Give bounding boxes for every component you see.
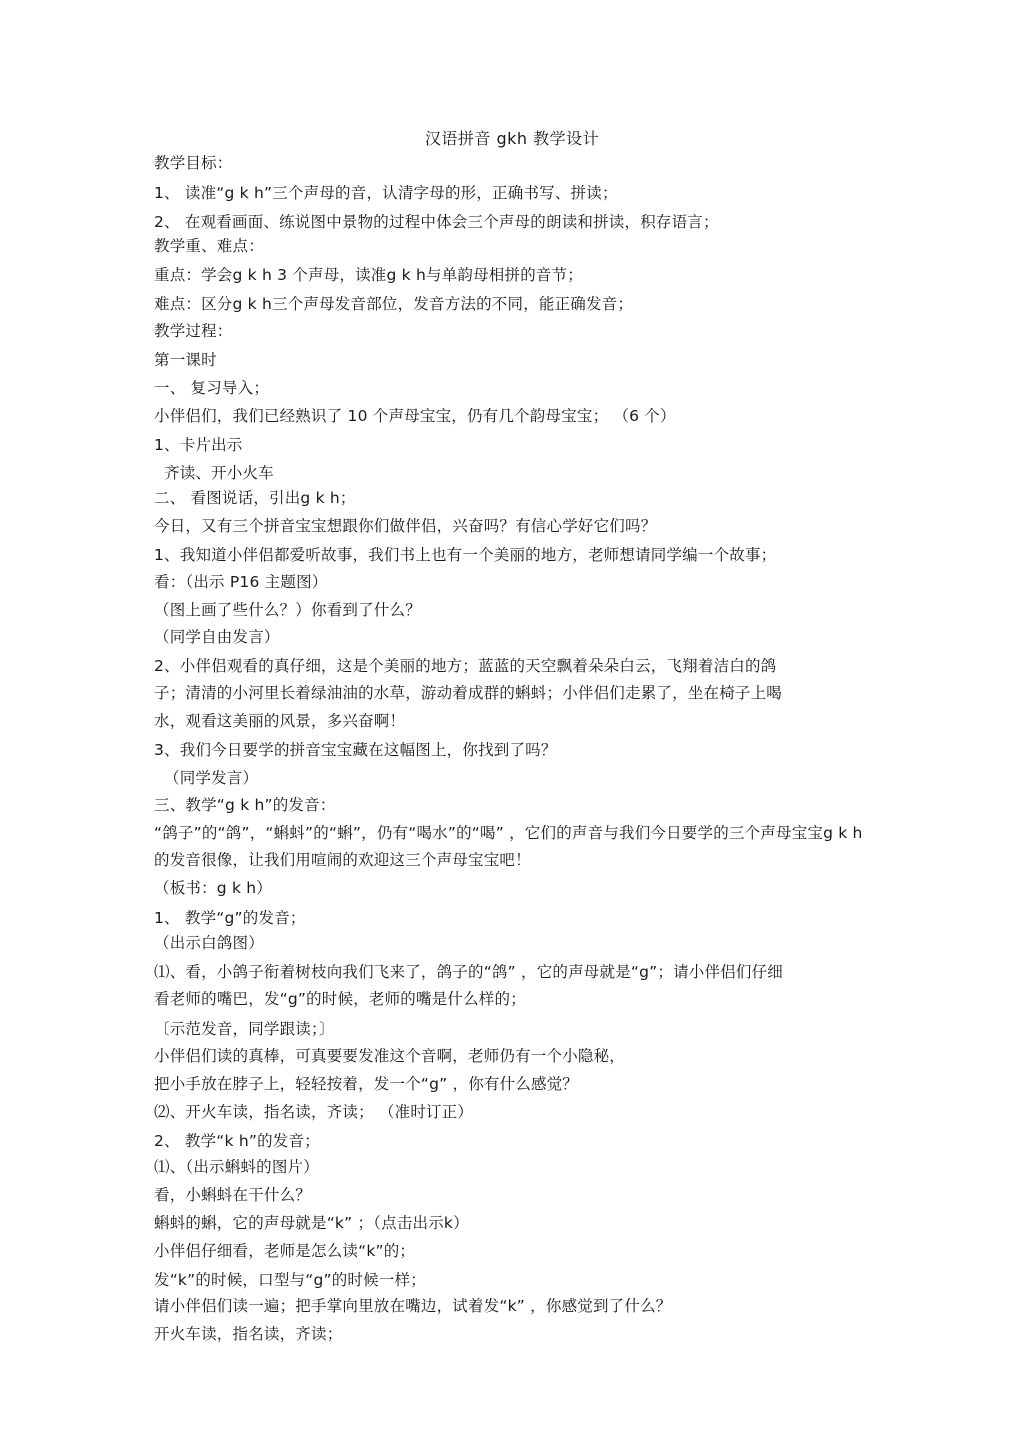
text-line: 看：（出示 P16 主题图）: [154, 573, 328, 591]
text-line: “鸽子”的“鸽”，“蝌蚪”的“蝌”，仍有“喝水”的“喝” ，它们的声音与我们今日要学的三个声母宝宝g k h: [154, 824, 863, 842]
text-line: 1、 教学“g”的发音；: [154, 909, 306, 927]
text-line: 小伴侣们读的真棒，可真要要发准这个音啊，老师仍有一个小隐秘，: [154, 1047, 626, 1065]
text-line: 1、 读准“g k h”三个声母的音，认清字母的形，正确书写、拼读；: [154, 184, 618, 202]
text-line: 教学过程：: [154, 322, 233, 340]
text-line: 看老师的嘴巴，发“g”的时候，老师的嘴是什么样的；: [154, 990, 526, 1008]
text-line: 把小手放在脖子上，轻轻按着，发一个“g” ，你有什么感觉？: [154, 1075, 579, 1093]
text-line: 2、 教学“k h”的发音；: [154, 1132, 320, 1150]
text-line: （板书：g k h）: [154, 879, 272, 897]
text-line: 重点：学会g k h 3 个声母，读准g k h与单韵母相拼的音节；: [154, 266, 584, 284]
text-line: （图上画了些什么？）你看到了什么？: [154, 601, 421, 619]
text-line: 发“k”的时候，口型与“g”的时候一样；: [154, 1271, 426, 1289]
text-line: 1、我知道小伴侣都爱听故事，我们书上也有一个美丽的地方，老师想请同学编一个故事；: [154, 546, 777, 564]
text-line: 1、卡片出示: [154, 436, 243, 454]
text-line: 2、小伴侣观看的真仔细，这是个美丽的地方；蓝蓝的天空飘着朵朵白云，飞翔着洁白的鸽: [154, 657, 777, 675]
document-title: 汉语拼音 gkh 教学设计: [424, 129, 600, 148]
text-line: 教学重、难点：: [154, 237, 264, 255]
text-line: 小伴侣们，我们已经熟识了 10 个声母宝宝，仍有几个韵母宝宝； （6 个）: [154, 407, 676, 425]
text-line: 子；清清的小河里长着绿油油的水草，游动着成群的蝌蚪；小伴侣们走累了，坐在椅子上喝: [154, 684, 783, 702]
text-line: 二、 看图说话，引出g k h；: [154, 489, 356, 507]
text-line: 请小伴侣们读一遍；把手掌向里放在嘴边，试着发“k” ，你感觉到了什么？: [154, 1297, 672, 1315]
text-line: 〔示范发音，同学跟读；〕: [154, 1020, 335, 1038]
text-line: （同学自由发言）: [154, 628, 280, 646]
text-line: 开火车读，指名读，齐读；: [154, 1325, 343, 1343]
text-line: 三、教学“g k h”的发音：: [154, 796, 336, 814]
text-line: 今日，又有三个拼音宝宝想跟你们做伴侣，兴奋吗？有信心学好它们吗？: [154, 517, 657, 535]
text-line: 齐读、开小火车: [164, 464, 274, 482]
text-line: 水，观看这美丽的风景，多兴奋啊！: [154, 712, 406, 730]
text-line: 3、我们今日要学的拼音宝宝藏在这幅图上，你找到了吗？: [154, 741, 557, 759]
text-line: 蝌蚪的蝌，它的声母就是“k” ；（点击出示k）: [154, 1214, 469, 1232]
text-line: ⑵、开火车读，指名读，齐读； （准时订正）: [154, 1103, 474, 1121]
text-line: 2、 在观看画面、练说图中景物的过程中体会三个声母的朗读和拼读，积存语言；: [154, 213, 719, 231]
text-line: ⑴、看，小鸽子衔着树枝向我们飞来了，鸽子的“鸽” ，它的声母就是“g”；请小伴侣们仔细: [154, 963, 783, 981]
text-line: 教学目标：: [154, 154, 233, 172]
text-line: 看，小蝌蚪在干什么？: [154, 1186, 312, 1204]
text-line: 一、 复习导入；: [154, 379, 270, 397]
text-line: 第一课时: [154, 351, 217, 369]
text-line: ⑴、（出示蝌蚪的图片）: [154, 1158, 319, 1176]
text-line: 小伴侣仔细看，老师是怎么读“k”的；: [154, 1242, 416, 1260]
text-line: （出示白鸽图）: [154, 934, 264, 952]
text-line: 的发音很像，让我们用喧闹的欢迎这三个声母宝宝吧！: [154, 851, 531, 869]
text-line: （同学发言）: [164, 769, 259, 787]
text-line: 难点：区分g k h三个声母发音部位，发音方法的不同，能正确发音；: [154, 295, 634, 313]
